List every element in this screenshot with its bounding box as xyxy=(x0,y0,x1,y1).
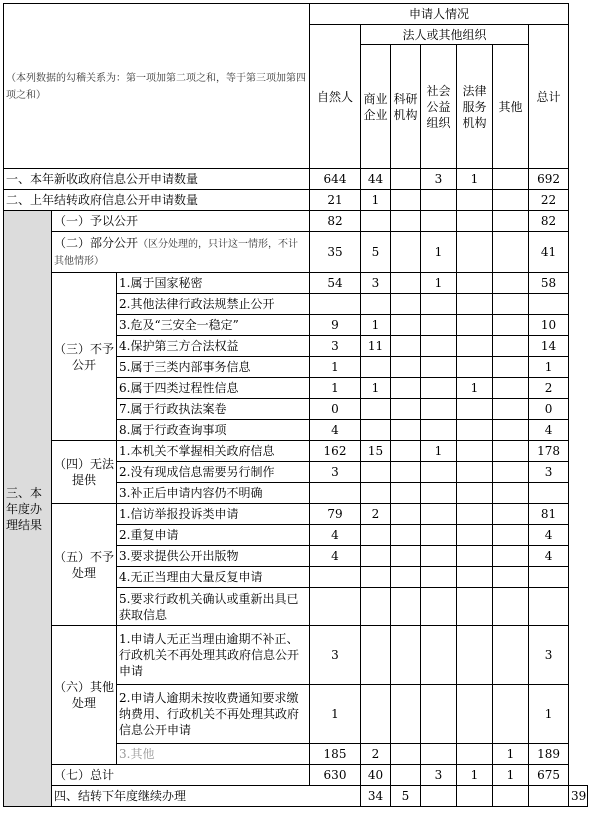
col-other: 其他 xyxy=(493,45,529,169)
cell xyxy=(310,294,361,315)
cell: 10 xyxy=(529,315,569,336)
cell xyxy=(391,441,421,462)
col-legal-service: 法律服务机构 xyxy=(457,45,493,169)
table-row xyxy=(4,211,588,232)
cell: 4 xyxy=(529,420,569,441)
cell: 1 xyxy=(361,378,391,399)
cell: 82 xyxy=(529,211,569,232)
cell xyxy=(391,588,421,626)
row-label: 3.其他 xyxy=(117,744,310,765)
cell xyxy=(457,294,493,315)
cell xyxy=(493,294,529,315)
cell: 3 xyxy=(361,273,391,294)
header-legal-other: 法人或其他组织 xyxy=(361,25,529,45)
cell xyxy=(529,567,569,588)
cell xyxy=(361,357,391,378)
cell: 692 xyxy=(529,169,569,190)
row-label: （一）予以公开 xyxy=(52,211,310,232)
cell: 1 xyxy=(493,744,529,765)
cell xyxy=(493,462,529,483)
cell: 5 xyxy=(391,786,421,807)
cell xyxy=(391,294,421,315)
cell xyxy=(310,567,361,588)
cell: 0 xyxy=(310,399,361,420)
cell xyxy=(421,399,457,420)
cell: 3 xyxy=(529,462,569,483)
group-label-d: （四）无法提供 xyxy=(52,441,117,504)
cell xyxy=(421,685,457,744)
cell xyxy=(457,273,493,294)
cell xyxy=(457,744,493,765)
cell xyxy=(361,462,391,483)
group-label-c: （三）不予公开 xyxy=(52,273,117,441)
cell xyxy=(421,525,457,546)
cell xyxy=(391,336,421,357)
cell xyxy=(421,626,457,685)
cell xyxy=(391,626,421,685)
row-label: 二、上年结转政府信息公开申请数量 xyxy=(4,190,310,211)
cell: 644 xyxy=(310,169,361,190)
cell xyxy=(391,765,421,786)
cell: 41 xyxy=(529,232,569,273)
cell xyxy=(457,232,493,273)
cell: 1 xyxy=(361,190,391,211)
cell xyxy=(529,294,569,315)
cell xyxy=(529,786,569,807)
cell xyxy=(493,336,529,357)
cell xyxy=(493,211,529,232)
cell xyxy=(529,588,569,626)
cell xyxy=(391,357,421,378)
cell: 1 xyxy=(493,765,529,786)
partial-label: （二）部分公开 xyxy=(54,236,139,250)
cell: 1 xyxy=(310,685,361,744)
row-label: 3.危及“三安全一稳定” xyxy=(117,315,310,336)
cell xyxy=(457,588,493,626)
cell xyxy=(457,504,493,525)
table-row xyxy=(4,273,588,294)
cell xyxy=(421,744,457,765)
row-label: 2.没有现成信息需要另行制作 xyxy=(117,462,310,483)
group-label-e: （五）不予处理 xyxy=(52,504,117,626)
cell: 1 xyxy=(457,765,493,786)
cell xyxy=(457,786,493,807)
cell xyxy=(421,190,457,211)
cell xyxy=(493,420,529,441)
cell: 2 xyxy=(361,504,391,525)
cell xyxy=(457,190,493,211)
table-row xyxy=(4,190,588,211)
cell: 2 xyxy=(529,378,569,399)
cell: 58 xyxy=(529,273,569,294)
cell xyxy=(457,685,493,744)
cell xyxy=(310,588,361,626)
cell xyxy=(391,169,421,190)
cell xyxy=(391,483,421,504)
cell xyxy=(421,786,457,807)
row-label: 5.要求行政机关确认或重新出具已获取信息 xyxy=(117,588,310,626)
cell: 40 xyxy=(361,765,391,786)
cell: 1 xyxy=(361,315,391,336)
cell xyxy=(457,315,493,336)
col-public-welfare: 社会公益组织 xyxy=(421,45,457,169)
header-applicant: 申请人情况 xyxy=(310,4,569,25)
cell: 34 xyxy=(361,786,391,807)
cell xyxy=(421,336,457,357)
cell xyxy=(457,399,493,420)
cell: 4 xyxy=(529,525,569,546)
cell: 1 xyxy=(310,357,361,378)
row-label: 3.要求提供公开出版物 xyxy=(117,546,310,567)
cell: 3 xyxy=(421,765,457,786)
cell: 2 xyxy=(361,744,391,765)
row-label: （七）总计 xyxy=(52,765,310,786)
cell: 630 xyxy=(310,765,361,786)
table-row xyxy=(4,441,588,462)
row-label: 1.本机关不掌握相关政府信息 xyxy=(117,441,310,462)
cell: 35 xyxy=(310,232,361,273)
col-natural-person: 自然人 xyxy=(310,25,361,169)
cell xyxy=(421,504,457,525)
cell: 1 xyxy=(421,273,457,294)
cell xyxy=(421,567,457,588)
cell xyxy=(421,420,457,441)
cell xyxy=(493,315,529,336)
cell xyxy=(457,525,493,546)
col-research: 科研机构 xyxy=(391,45,421,169)
cell xyxy=(457,211,493,232)
cell xyxy=(361,294,391,315)
cell xyxy=(391,315,421,336)
header-note: （本列数据的勾稽关系为：第一项加第二项之和，等于第三项加第四项之和） xyxy=(6,73,306,101)
cell: 162 xyxy=(310,441,361,462)
cell xyxy=(457,336,493,357)
row-label: 1.申请人无正当理由逾期不补正、行政机关不再处理其政府信息公开申请 xyxy=(117,626,310,685)
cell: 11 xyxy=(361,336,391,357)
row-label: 一、本年新收政府信息公开申请数量 xyxy=(4,169,310,190)
cell xyxy=(457,626,493,685)
row-label-partial xyxy=(52,232,310,273)
cell: 4 xyxy=(310,420,361,441)
cell: 21 xyxy=(310,190,361,211)
cell xyxy=(361,399,391,420)
cell: 82 xyxy=(310,211,361,232)
cell xyxy=(391,546,421,567)
cell xyxy=(361,211,391,232)
cell: 81 xyxy=(529,504,569,525)
cell: 22 xyxy=(529,190,569,211)
cell xyxy=(457,546,493,567)
cell xyxy=(391,378,421,399)
cell: 9 xyxy=(310,315,361,336)
cell: 1 xyxy=(457,169,493,190)
cell xyxy=(361,567,391,588)
cell xyxy=(391,399,421,420)
row-label: 4.无正当理由大量反复申请 xyxy=(117,567,310,588)
cell: 54 xyxy=(310,273,361,294)
cell xyxy=(493,357,529,378)
cell: 1 xyxy=(529,357,569,378)
col-total: 总计 xyxy=(529,25,569,169)
cell: 39 xyxy=(569,786,588,807)
row-label: 1.属于国家秘密 xyxy=(117,273,310,294)
cell xyxy=(310,483,361,504)
cell: 3 xyxy=(310,336,361,357)
cell xyxy=(391,462,421,483)
cell xyxy=(421,378,457,399)
row-label: 5.属于三类内部事务信息 xyxy=(117,357,310,378)
cell: 1 xyxy=(421,232,457,273)
cell xyxy=(391,685,421,744)
cell xyxy=(391,232,421,273)
cell: 4 xyxy=(310,525,361,546)
col-business: 商业企业 xyxy=(361,45,391,169)
cell xyxy=(361,525,391,546)
cell xyxy=(421,211,457,232)
cell xyxy=(391,273,421,294)
table-row xyxy=(4,626,588,685)
cell xyxy=(493,546,529,567)
cell xyxy=(361,483,391,504)
cell xyxy=(421,294,457,315)
table-row xyxy=(4,765,588,786)
cell xyxy=(391,504,421,525)
cell xyxy=(493,441,529,462)
cell xyxy=(421,315,457,336)
table-row xyxy=(4,786,588,807)
group-label-f: （六）其他处理 xyxy=(52,626,117,765)
cell: 4 xyxy=(529,546,569,567)
partial-note: （区分处理的，只计这一情形，不计其他情形） xyxy=(54,239,299,267)
cell xyxy=(361,685,391,744)
row-label: 2.重复申请 xyxy=(117,525,310,546)
cell xyxy=(421,588,457,626)
cell xyxy=(493,378,529,399)
cell xyxy=(457,420,493,441)
cell xyxy=(493,786,529,807)
table-row xyxy=(4,232,588,273)
cell: 5 xyxy=(361,232,391,273)
cell xyxy=(493,567,529,588)
row-label: 1.信访举报投诉类申请 xyxy=(117,504,310,525)
cell: 3 xyxy=(310,626,361,685)
cell xyxy=(391,211,421,232)
row-label: 6.属于四类过程性信息 xyxy=(117,378,310,399)
cell xyxy=(391,525,421,546)
cell xyxy=(457,567,493,588)
cell: 1 xyxy=(421,441,457,462)
cell xyxy=(529,483,569,504)
row-label: 8.属于行政查询事项 xyxy=(117,420,310,441)
cell xyxy=(391,420,421,441)
cell xyxy=(421,483,457,504)
cell xyxy=(457,357,493,378)
cell xyxy=(493,232,529,273)
cell xyxy=(391,744,421,765)
cell: 675 xyxy=(529,765,569,786)
cell: 15 xyxy=(361,441,391,462)
row-label: 四、结转下年度继续办理 xyxy=(52,786,361,807)
cell: 3 xyxy=(310,462,361,483)
cell xyxy=(457,483,493,504)
cell xyxy=(493,685,529,744)
cell: 3 xyxy=(529,626,569,685)
cell: 178 xyxy=(529,441,569,462)
cell: 185 xyxy=(310,744,361,765)
cell xyxy=(421,546,457,567)
section3-label: 三、本年度办理结果 xyxy=(4,211,52,807)
cell xyxy=(361,420,391,441)
row-label: 2.其他法律行政法规禁止公开 xyxy=(117,294,310,315)
cell xyxy=(493,483,529,504)
cell: 3 xyxy=(421,169,457,190)
cell xyxy=(457,462,493,483)
statistics-table xyxy=(3,3,588,807)
cell xyxy=(493,190,529,211)
table-row xyxy=(4,169,588,190)
cell xyxy=(457,441,493,462)
cell xyxy=(361,588,391,626)
cell: 189 xyxy=(529,744,569,765)
cell xyxy=(493,399,529,420)
cell xyxy=(421,357,457,378)
cell: 1 xyxy=(529,685,569,744)
cell xyxy=(493,273,529,294)
cell: 79 xyxy=(310,504,361,525)
cell xyxy=(493,169,529,190)
cell xyxy=(493,525,529,546)
row-label: 4.保护第三方合法权益 xyxy=(117,336,310,357)
cell xyxy=(361,546,391,567)
cell: 0 xyxy=(529,399,569,420)
cell xyxy=(391,567,421,588)
row-label: 7.属于行政执法案卷 xyxy=(117,399,310,420)
cell: 1 xyxy=(457,378,493,399)
cell: 1 xyxy=(310,378,361,399)
cell xyxy=(493,504,529,525)
row-label: 2.申请人逾期未按收费通知要求缴纳费用、行政机关不再处理其政府信息公开申请 xyxy=(117,685,310,744)
cell: 4 xyxy=(310,546,361,567)
row-label: 3.补正后申请内容仍不明确 xyxy=(117,483,310,504)
cell xyxy=(361,626,391,685)
cell: 14 xyxy=(529,336,569,357)
cell xyxy=(421,462,457,483)
table-row xyxy=(4,504,588,525)
cell: 44 xyxy=(361,169,391,190)
header-note-cell xyxy=(4,4,310,169)
cell xyxy=(493,588,529,626)
cell xyxy=(493,626,529,685)
cell xyxy=(391,190,421,211)
